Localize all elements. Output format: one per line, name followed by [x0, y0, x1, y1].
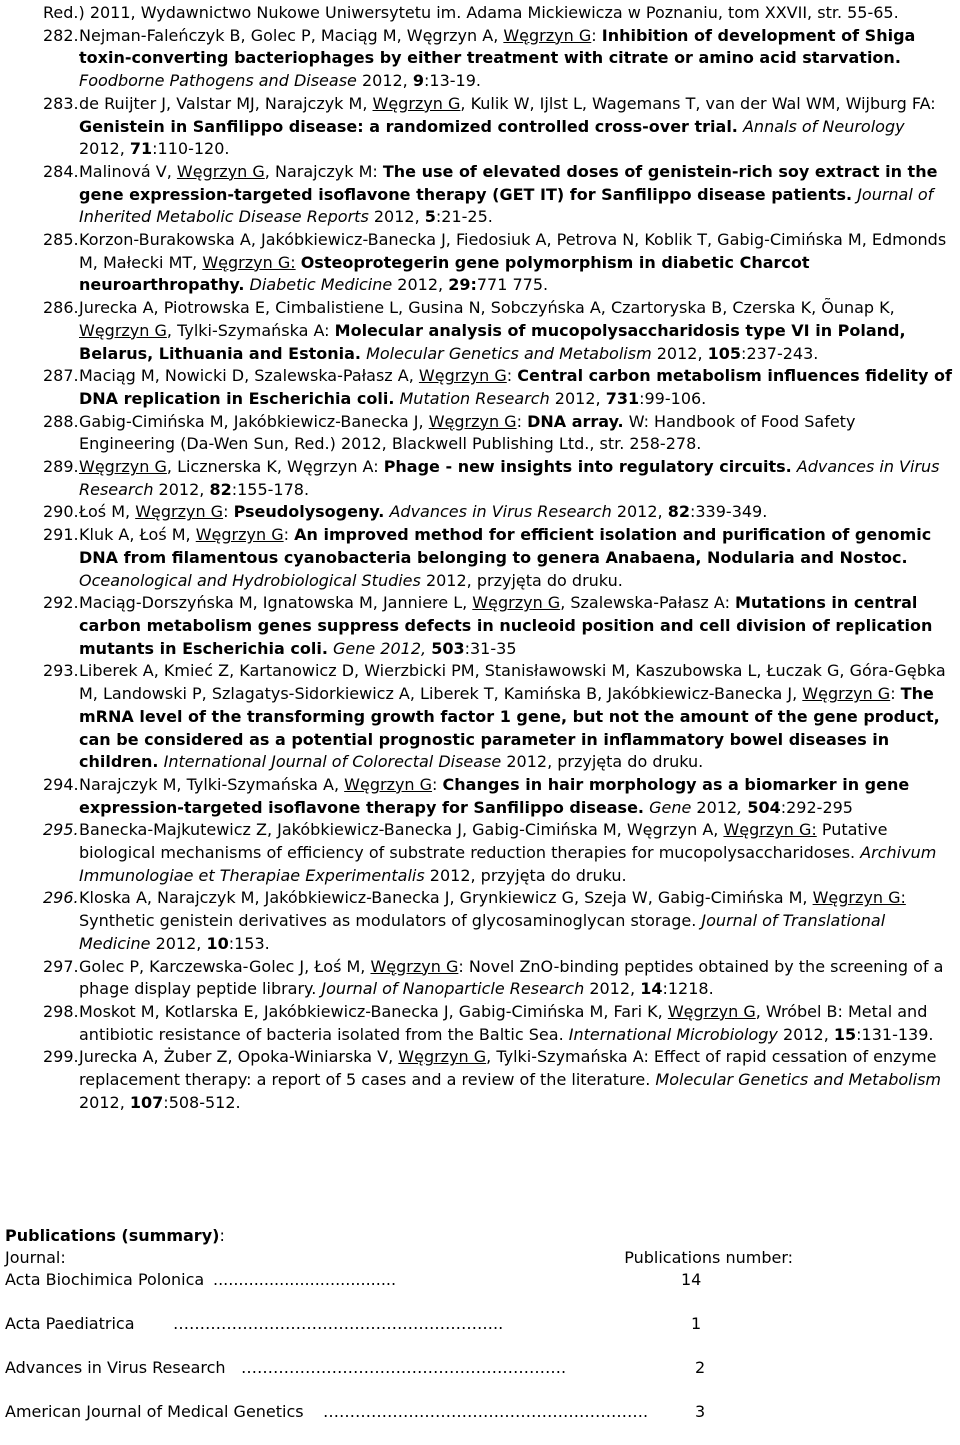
reference-number: 293.: [43, 661, 79, 681]
reference-text: Narajczyk M, Tylki-Szymańska A, Węgrzyn G: Changes in hair morphology as a biomarker in gene expression-targeted isoflavone therapy for Sanfilippo disease. Gene 2012, 504:292-295: [79, 774, 910, 817]
summary-title: Publications (summary):: [5, 1226, 225, 1245]
publication-count: 2: [695, 1358, 706, 1377]
reference-list: [43, 2, 955, 1114]
reference-item: [43, 1046, 955, 1114]
reference-text: Korzon-Burakowska A, Jakóbkiewicz-Banecka J, Fiedosiuk A, Petrova N, Koblik T, Gabig-Cimińska M, Edmonds M, Małecki MT, Węgrzyn G: Osteoprotegerin gene polymorphism in diabetic Charcot neuroarthropathy. Diabetic Medicine 2012, 29:771 775.: [79, 230, 947, 295]
reference-number: 290.: [43, 502, 79, 522]
journal-name: American Journal of Medical Genetics: [5, 1402, 304, 1421]
reference-text: Golec P, Karczewska-Golec J, Łoś M, Węgrzyn G: Novel ZnO-binding peptides obtained by the screening of a phage display peptide library. Journal of Nanoparticle Research 2012, 14:1218.: [79, 956, 944, 999]
reference-item: [43, 365, 955, 410]
publication-count: 3: [695, 1402, 706, 1421]
reference-number: 299.: [43, 1047, 79, 1067]
reference-text: Banecka-Majkutewicz Z, Jakóbkiewicz-Banecka J, Gabig-Cimińska M, Węgrzyn A, Węgrzyn G: Putative biological mechanisms of efficiency of substrate reduction therapies for mucopolysaccharidoses. Archivum Immunologiae et Therapiae Experimentalis 2012, przyjęta do druku.: [79, 820, 937, 885]
reference-text: Maciąg M, Nowicki D, Szalewska-Pałasz A, Węgrzyn G: Central carbon metabolism influences fidelity of DNA replication in Escherichia coli. Mutation Research 2012, 731:99-106.: [79, 366, 952, 408]
reference-item: [43, 592, 955, 660]
reference-item: [43, 774, 955, 819]
reference-item: [43, 297, 955, 365]
journal-name: Acta Paediatrica: [5, 1314, 135, 1333]
summary-row: [5, 1269, 955, 1291]
reference-items: [43, 25, 955, 1115]
reference-item: [43, 93, 955, 161]
reference-number: 283.: [43, 93, 79, 113]
reference-number: 286.: [43, 298, 79, 318]
summary-rows: [5, 1269, 955, 1423]
journal-column-header: Journal:: [5, 1248, 66, 1267]
reference-number: 292.: [43, 593, 79, 613]
reference-item: [43, 956, 955, 1001]
reference-item: [43, 887, 955, 955]
summary-row: [5, 1357, 955, 1379]
reference-number: 284.: [43, 161, 79, 181]
reference-number: 282.: [43, 25, 79, 45]
reference-item: [43, 501, 955, 524]
summary-row: [5, 1401, 955, 1423]
reference-text: Malinová V, Węgrzyn G, Narajczyk M: The use of elevated doses of genistein-rich soy extract in the gene expression-targeted isoflavone therapy (GET IT) for Sanfilippo disease patients. Journal of Inherited Metabolic Disease Reports 2012, 5:21-25.: [79, 161, 938, 227]
reference-text: Łoś M, Węgrzyn G: Pseudolysogeny. Advances in Virus Research 2012, 82:339-349.: [79, 502, 768, 522]
reference-item: [43, 819, 955, 887]
publications-summary: [5, 1225, 955, 1445]
journal-name: Advances in Virus Research: [5, 1358, 226, 1377]
reference-item: [43, 411, 955, 456]
reference-number: 287.: [43, 366, 79, 386]
reference-text: de Ruijter J, Valstar MJ, Narajczyk M, Węgrzyn G, Kulik W, Ijlst L, Wagemans T, van der Wal WM, Wijburg FA: Genistein in Sanfilippo disease: a randomized controlled cross-over trial. Annals of Neurology 2012, 71:110-120.: [79, 93, 936, 159]
reference-number: 288.: [43, 411, 79, 431]
reference-text: Kluk A, Łoś M, Węgrzyn G: An improved method for efficient isolation and purification of genomic DNA from filamentous cyanobacteria belonging to genera Anabaena, Nodularia and Nostoc. Oceanological and Hydrobiological Studies 2012, przyjęta do druku.: [79, 525, 932, 590]
publication-count: 14: [681, 1270, 702, 1289]
reference-text: Nejman-Faleńczyk B, Golec P, Maciąg M, Węgrzyn A, Węgrzyn G: Inhibition of development of Shiga toxin-converting bacteriophages by either treatment with citrate or amino acid starvation. Foodborne Pathogens and Disease 2012, 9:13-19.: [79, 25, 916, 91]
reference-number: 289.: [43, 457, 79, 477]
reference-text: Jurecka A, Żuber Z, Opoka-Winiarska V, Węgrzyn G, Tylki-Szymańska A: Effect of rapid cessation of enzyme replacement therapy: a report of 5 cases and a review of the literature. Molecular Genetics and Metabolism 2012, 107:508-512.: [79, 1047, 941, 1112]
leader-dots: ……………………………………………………..: [173, 1314, 504, 1333]
reference-text: Liberek A, Kmieć Z, Kartanowicz D, Wierzbicki PM, Stanisławowski M, Kaszubowska L, Łuczak G, Góra-Gębka M, Landowski P, Szlagatys-Sidorkiewicz A, Liberek T, Kamińska B, Jakóbkiewicz-Banecka J, Węgrzyn G: The mRNA level of the transforming growth factor 1 gene, but not the amount of the gene product, can be considered as a potential prognostic parameter in inflammatory bowel diseases in children. International Journal of Colorectal Disease 2012, przyjęta do druku.: [79, 661, 946, 772]
reference-text: Red.) 2011, Wydawnictwo Nukowe Uniwersytetu im. Adama Mickiewicza w Poznaniu, tom XXVII, str. 55-65.: [43, 3, 899, 22]
reference-number: 285.: [43, 230, 79, 250]
leader-dots: …………………………………………………….: [323, 1402, 649, 1421]
leader-dots: …………………………………………………….: [241, 1358, 567, 1377]
reference-item: [43, 456, 955, 501]
reference-text: Moskot M, Kotlarska E, Jakóbkiewicz-Banecka J, Gabig-Cimińska M, Fari K, Węgrzyn G, Wróbel B: Metal and antibiotic resistance of bacteria isolated from the Baltic Sea. International Microbiology 2012, 15:131-139.: [79, 1001, 934, 1044]
reference-item: [43, 660, 955, 774]
reference-text: Jurecka A, Piotrowska E, Cimbalistiene L, Gusina N, Sobczyńska A, Czartoryska B, Czerska K, Õunap K, Węgrzyn G, Tylki-Szymańska A: Molecular analysis of mucopolysaccharidosis type VI in Poland, Belarus, Lithuania and Estonia. Molecular Genetics and Metabolism 2012, 105:237-243.: [79, 298, 906, 363]
reference-text: Maciąg-Dorszyńska M, Ignatowska M, Janniere L, Węgrzyn G, Szalewska-Pałasz A: Mutations in central carbon metabolism genes suppress defects in nucleoid position and cell division of replication mutants in Escherichia coli. Gene 2012, 503:31-35: [79, 593, 933, 658]
reference-continuation: [43, 2, 955, 25]
number-column-header: Publications number:: [624, 1248, 793, 1267]
reference-number: 294.: [43, 774, 79, 794]
leader-dots: ....................................: [213, 1270, 397, 1289]
reference-item: [43, 524, 955, 592]
reference-text: Gabig-Cimińska M, Jakóbkiewicz-Banecka J, Węgrzyn G: DNA array. W: Handbook of Food Safety Engineering (Da-Wen Sun, Red.) 2012, Blackwell Publishing Ltd., str. 258-278.: [79, 411, 856, 454]
reference-item: [43, 25, 955, 93]
reference-text: Kloska A, Narajczyk M, Jakóbkiewicz-Banecka J, Grynkiewicz G, Szeja W, Gabig-Cimińska M, Węgrzyn G: Synthetic genistein derivatives as modulators of glycosaminoglycan storage. Journal of Translational Medicine 2012, 10:153.: [79, 888, 906, 953]
reference-number: 296.: [43, 888, 79, 908]
reference-item: [43, 1001, 955, 1046]
summary-row: [5, 1313, 955, 1335]
reference-number: 297.: [43, 956, 79, 976]
reference-item: [43, 229, 955, 297]
reference-text: Węgrzyn G, Licznerska K, Węgrzyn A: Phage - new insights into regulatory circuits. Advances in Virus Research 2012, 82:155-178.: [79, 457, 940, 499]
reference-number: 295.: [43, 820, 79, 840]
reference-number: 291.: [43, 525, 79, 545]
summary-header: [5, 1247, 955, 1269]
publication-count: 1: [691, 1314, 702, 1333]
journal-name: Acta Biochimica Polonica: [5, 1270, 205, 1289]
reference-number: 298.: [43, 1001, 79, 1021]
reference-item: [43, 161, 955, 229]
